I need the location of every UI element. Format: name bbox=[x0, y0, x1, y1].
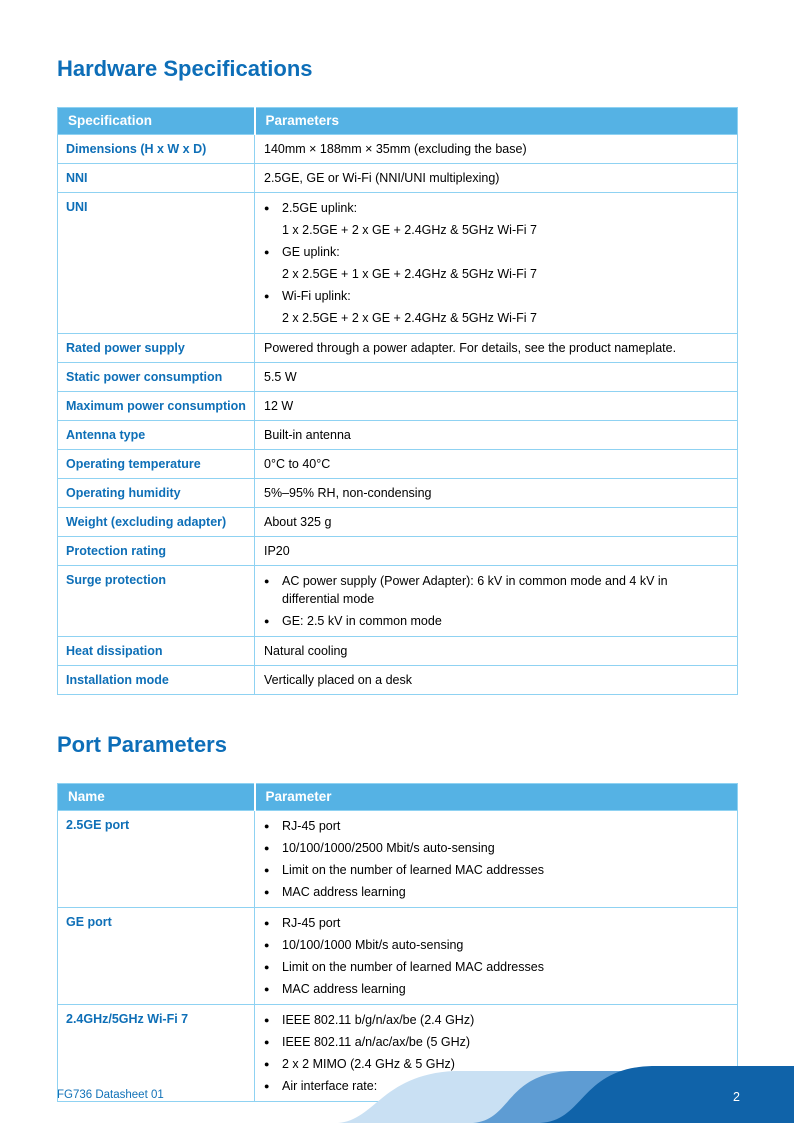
bullet-icon: ● bbox=[264, 984, 270, 994]
bullet-list-item bbox=[264, 1009, 728, 1031]
spec-label: 2.5GE port bbox=[58, 811, 255, 908]
spec-value: Vertically placed on a desk bbox=[255, 666, 738, 695]
spec-label: Antenna type bbox=[58, 421, 255, 450]
bullet-icon: ● bbox=[264, 1081, 270, 1091]
footer-doc-label: FG736 Datasheet 01 bbox=[57, 1089, 164, 1101]
bullet-icon: ● bbox=[264, 1059, 270, 1069]
bullet-text: RJ-45 port bbox=[282, 916, 341, 930]
table-row bbox=[58, 637, 738, 666]
bullet-text: IEEE 802.11 b/g/n/ax/be (2.4 GHz) bbox=[282, 1013, 475, 1027]
bullet-text: Air interface rate: bbox=[282, 1079, 378, 1093]
bullet-text: 2.5GE uplink: bbox=[282, 201, 358, 215]
table-row bbox=[58, 479, 738, 508]
port-parameters-table-container bbox=[57, 783, 737, 1102]
spec-value bbox=[255, 908, 738, 1005]
page-content bbox=[57, 56, 737, 1102]
bullet-list-item bbox=[264, 934, 728, 956]
bullet-icon: ● bbox=[264, 821, 270, 831]
bullet-list-item bbox=[264, 197, 728, 219]
bullet-text: Limit on the number of learned MAC addresses bbox=[282, 960, 544, 974]
spec-label: Surge protection bbox=[58, 566, 255, 637]
section-title-hardware-specifications: Hardware Specifications bbox=[57, 56, 313, 81]
table-row bbox=[58, 392, 738, 421]
table-row bbox=[58, 334, 738, 363]
spec-value: 5%–95% RH, non-condensing bbox=[255, 479, 738, 508]
spec-label: Protection rating bbox=[58, 537, 255, 566]
bullet-text: Limit on the number of learned MAC addresses bbox=[282, 863, 544, 877]
spec-label: Rated power supply bbox=[58, 334, 255, 363]
bullet-icon: ● bbox=[264, 247, 270, 257]
spec-value: Natural cooling bbox=[255, 637, 738, 666]
table-row bbox=[58, 193, 738, 334]
spec-value: Built-in antenna bbox=[255, 421, 738, 450]
bullet-icon: ● bbox=[264, 940, 270, 950]
hardware-specifications-table-container bbox=[57, 107, 737, 695]
spec-value: IP20 bbox=[255, 537, 738, 566]
table-header-cell: Parameters bbox=[255, 108, 738, 135]
spec-label: Installation mode bbox=[58, 666, 255, 695]
spec-label: Dimensions (H x W x D) bbox=[58, 135, 255, 164]
bullet-list-item bbox=[264, 912, 728, 934]
spec-table bbox=[57, 107, 738, 695]
spec-label: 2.4GHz/5GHz Wi-Fi 7 bbox=[58, 1005, 255, 1102]
bullet-icon: ● bbox=[264, 887, 270, 897]
table-header-cell: Parameter bbox=[255, 784, 738, 811]
table-row bbox=[58, 537, 738, 566]
bullet-text: 2 x 2 MIMO (2.4 GHz & 5 GHz) bbox=[282, 1057, 455, 1071]
table-row bbox=[58, 164, 738, 193]
bullet-text: MAC address learning bbox=[282, 885, 406, 899]
bullet-icon: ● bbox=[264, 616, 270, 626]
footer-page-number: 2 bbox=[733, 1090, 740, 1104]
spec-label: Static power consumption bbox=[58, 363, 255, 392]
spec-label: Weight (excluding adapter) bbox=[58, 508, 255, 537]
bullet-text: MAC address learning bbox=[282, 982, 406, 996]
bullet-list-item bbox=[264, 881, 728, 903]
bullet-icon: ● bbox=[264, 1015, 270, 1025]
spec-label: GE port bbox=[58, 908, 255, 1005]
table-header-row bbox=[58, 108, 738, 135]
spec-table bbox=[57, 783, 738, 1102]
spec-value: Powered through a power adapter. For details, see the product nameplate. bbox=[255, 334, 738, 363]
bullet-list-item bbox=[264, 610, 728, 632]
bullet-icon: ● bbox=[264, 918, 270, 928]
bullet-text: 10/100/1000 Mbit/s auto-sensing bbox=[282, 938, 464, 952]
table-row bbox=[58, 811, 738, 908]
section-title-port-parameters: Port Parameters bbox=[57, 732, 227, 757]
spec-label: Heat dissipation bbox=[58, 637, 255, 666]
table-header-cell: Specification bbox=[58, 108, 255, 135]
bullet-text: AC power supply (Power Adapter): 6 kV in common mode and 4 kV in differential mode bbox=[282, 574, 668, 606]
spec-value: 2.5GE, GE or Wi-Fi (NNI/UNI multiplexing) bbox=[255, 164, 738, 193]
table-row bbox=[58, 135, 738, 164]
bullet-sub-line: 2 x 2.5GE + 2 x GE + 2.4GHz & 5GHz Wi-Fi 7 bbox=[282, 311, 537, 325]
bullet-text: IEEE 802.11 a/n/ac/ax/be (5 GHz) bbox=[282, 1035, 471, 1049]
bullet-icon: ● bbox=[264, 291, 270, 301]
spec-value: 5.5 W bbox=[255, 363, 738, 392]
bullet-text: 10/100/1000/2500 Mbit/s auto-sensing bbox=[282, 841, 495, 855]
table-row bbox=[58, 566, 738, 637]
spec-label: Operating temperature bbox=[58, 450, 255, 479]
bullet-text: GE uplink: bbox=[282, 245, 340, 259]
bullet-list-item bbox=[264, 570, 728, 610]
table-header-row bbox=[58, 784, 738, 811]
spec-value: 0°C to 40°C bbox=[255, 450, 738, 479]
spec-label: UNI bbox=[58, 193, 255, 334]
table-row bbox=[58, 363, 738, 392]
bullet-text: GE: 2.5 kV in common mode bbox=[282, 614, 442, 628]
spec-label: Maximum power consumption bbox=[58, 392, 255, 421]
bullet-sub-line: 1 x 2.5GE + 2 x GE + 2.4GHz & 5GHz Wi-Fi 7 bbox=[282, 223, 537, 237]
bullet-list-item bbox=[264, 956, 728, 978]
table-row bbox=[58, 450, 738, 479]
bullet-icon: ● bbox=[264, 1037, 270, 1047]
spec-value bbox=[255, 193, 738, 334]
spec-value: 140mm × 188mm × 35mm (excluding the base) bbox=[255, 135, 738, 164]
table-header-cell: Name bbox=[58, 784, 255, 811]
bullet-sub-line: 2 x 2.5GE + 1 x GE + 2.4GHz & 5GHz Wi-Fi 7 bbox=[282, 267, 537, 281]
bullet-list-item bbox=[264, 285, 728, 307]
spec-value bbox=[255, 566, 738, 637]
spec-value: 12 W bbox=[255, 392, 738, 421]
table-row bbox=[58, 666, 738, 695]
bullet-list-item bbox=[264, 859, 728, 881]
bullet-icon: ● bbox=[264, 203, 270, 213]
spec-label: NNI bbox=[58, 164, 255, 193]
bullet-icon: ● bbox=[264, 576, 270, 586]
bullet-icon: ● bbox=[264, 962, 270, 972]
bullet-list-item bbox=[264, 1031, 728, 1053]
bullet-list-item bbox=[264, 978, 728, 1000]
bullet-icon: ● bbox=[264, 865, 270, 875]
table-row bbox=[58, 908, 738, 1005]
spec-value bbox=[255, 811, 738, 908]
bullet-icon: ● bbox=[264, 843, 270, 853]
table-row bbox=[58, 421, 738, 450]
spec-value: About 325 g bbox=[255, 508, 738, 537]
bullet-text: Wi-Fi uplink: bbox=[282, 289, 351, 303]
bullet-text: RJ-45 port bbox=[282, 819, 341, 833]
bullet-list-item bbox=[264, 241, 728, 263]
spec-label: Operating humidity bbox=[58, 479, 255, 508]
table-row bbox=[58, 508, 738, 537]
bullet-list-item bbox=[264, 837, 728, 859]
bullet-list-item bbox=[264, 815, 728, 837]
